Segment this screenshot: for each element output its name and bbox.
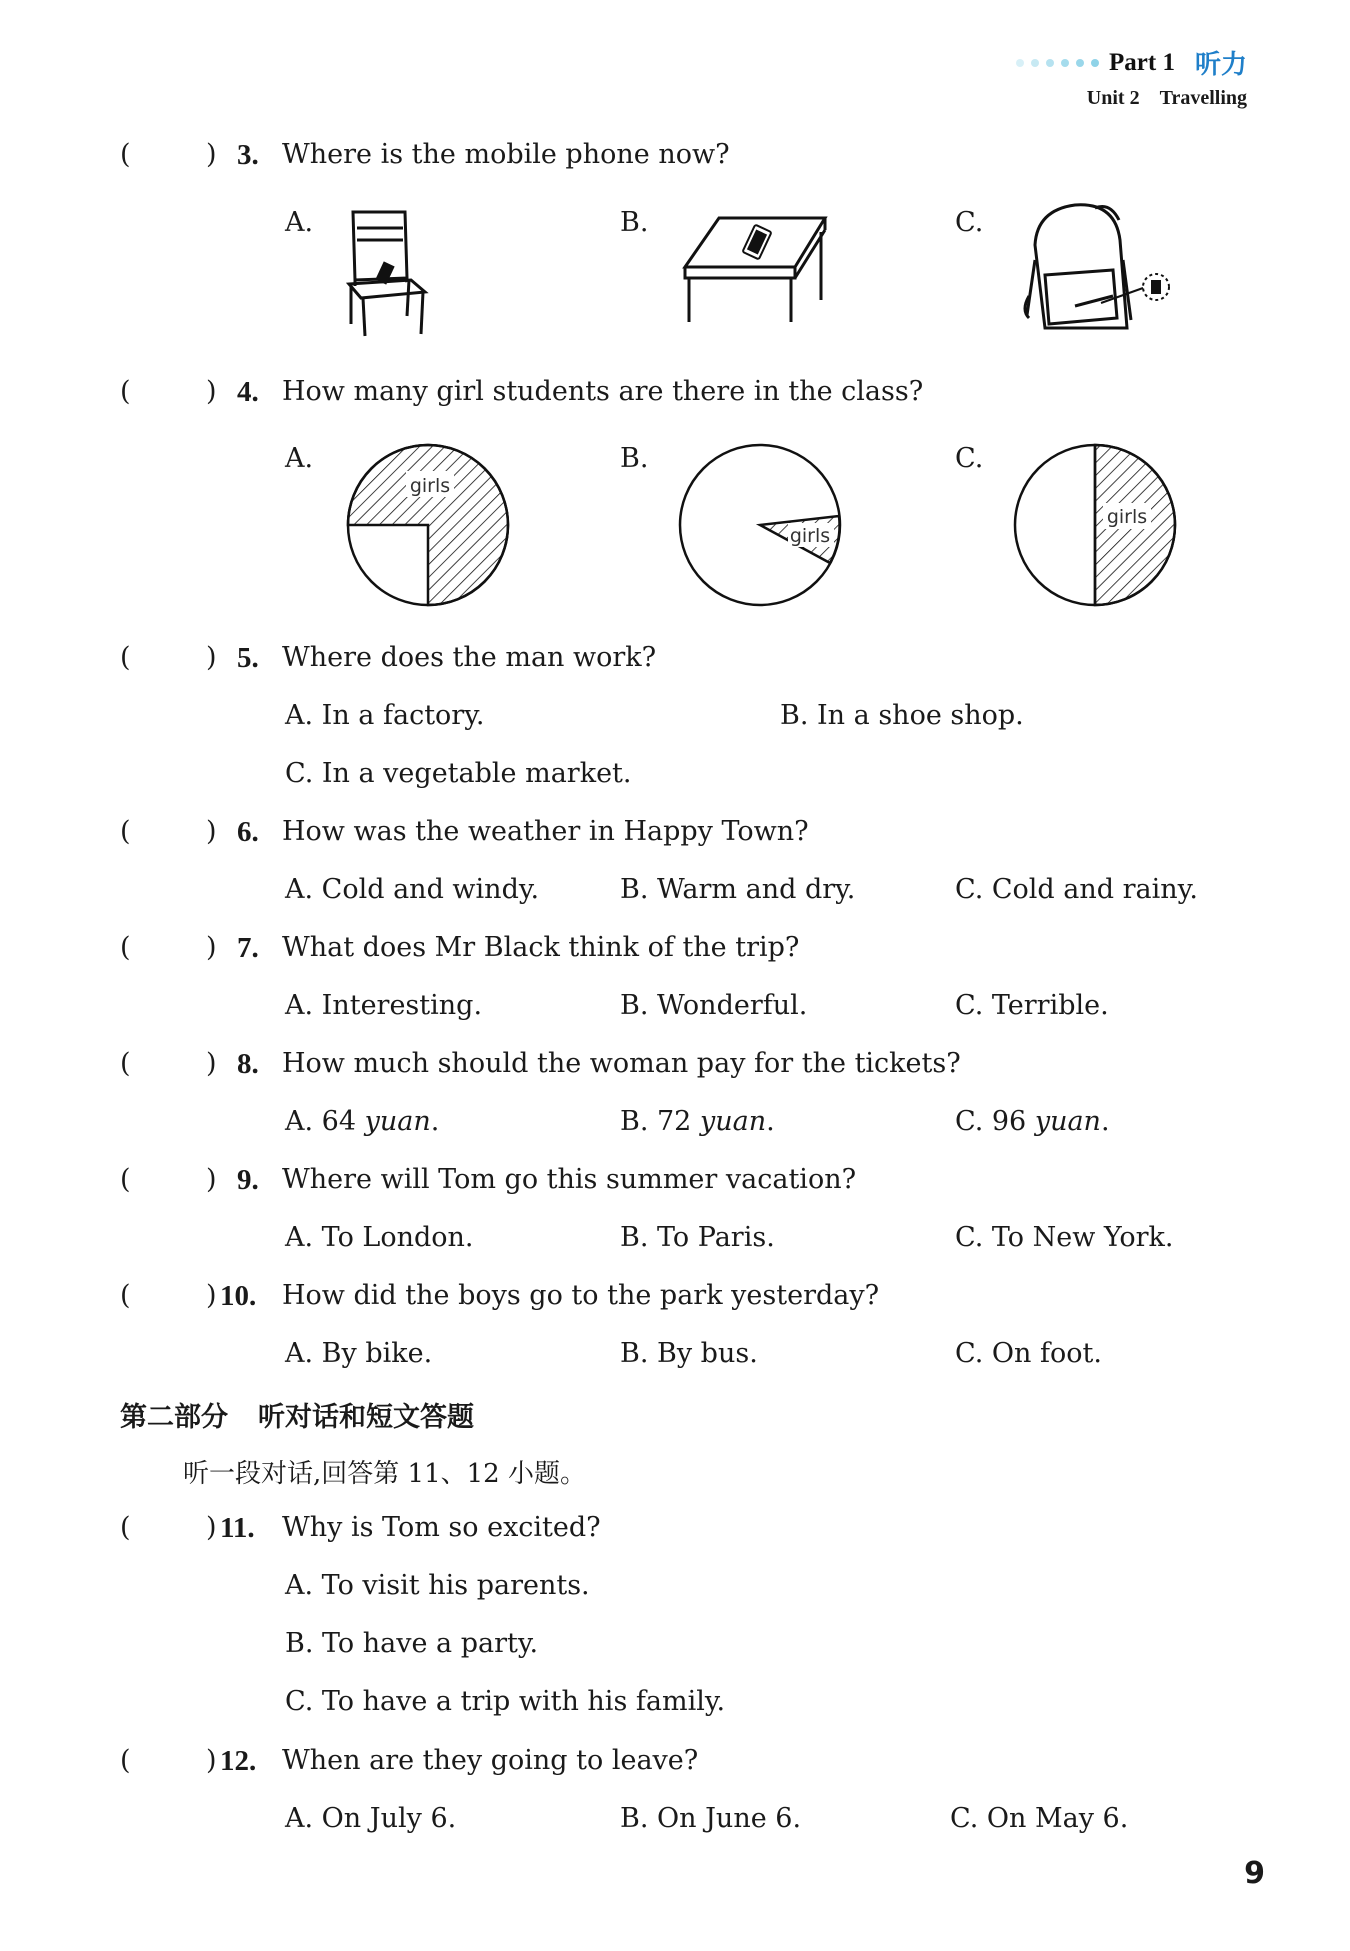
option-c: C. On May 6. [950,1803,1129,1834]
section-2-instruction: 听一段对话,回答第 11、12 小题。 [183,1459,586,1489]
question-text: What does Mr Black think of the trip? [282,932,800,963]
option-a: A. To London. [285,1222,474,1253]
answer-paren-close: ) [206,139,217,170]
question-number: 11. [220,1512,255,1544]
answer-paren-close: ) [206,1512,217,1543]
option-c: C. Terrible. [955,990,1109,1021]
answer-paren-open: ( [120,1512,131,1543]
section-2-number: 第二部分 [120,1402,228,1433]
option-a: A. By bike. [285,1338,433,1369]
answer-paren-open: ( [120,139,131,170]
question-number: 5. [237,642,259,674]
option-b: B. To have a party. [285,1628,539,1659]
answer-paren-close: ) [206,1280,217,1311]
question-number: 7. [237,932,259,964]
pie-chart-option-b [678,443,842,607]
option-c-label: C. [955,443,984,474]
unit-title: Travelling [1159,87,1247,109]
page-number: 9 [1244,1856,1265,1891]
option-c: C. To have a trip with his family. [285,1686,726,1717]
option-c-unit: yuan [1034,1106,1101,1137]
answer-paren-open: ( [120,1048,131,1079]
question-number: 6. [237,816,259,848]
option-b: B. By bus. [620,1338,758,1369]
answer-paren-open: ( [120,376,131,407]
option-a: A. Interesting. [285,990,483,1021]
answer-paren-open: ( [120,1164,131,1195]
option-a [285,1105,439,1139]
answer-paren-close: ) [206,1164,217,1195]
option-c: C. In a vegetable market. [285,758,632,789]
section-label: 听力 [1194,50,1247,80]
question-text: Why is Tom so excited? [282,1512,601,1543]
option-c-suffix: . [1100,1106,1110,1137]
option-b [620,1105,775,1139]
option-b: B. On June 6. [620,1803,802,1834]
answer-paren-open: ( [120,816,131,847]
question-number: 9. [237,1164,259,1196]
unit-label: Unit 2 [1086,87,1140,109]
option-c: C. Cold and rainy. [955,874,1198,905]
option-c: C. On foot. [955,1338,1102,1369]
option-a-label: A. [285,443,314,474]
question-number: 3. [237,139,259,171]
answer-paren-open: ( [120,1745,131,1776]
option-c [955,1105,1110,1139]
question-number: 4. [237,376,259,408]
pie-label-girls: girls [409,475,451,497]
option-b-unit: yuan [699,1106,767,1137]
option-b-prefix: B. 72 [620,1106,700,1137]
question-text: When are they going to leave? [282,1745,699,1776]
option-c-prefix: C. 96 [955,1106,1035,1137]
section-2-heading: 听对话和短文答题 [258,1402,474,1433]
option-b-suffix: . [766,1106,775,1137]
decorative-dots [1016,59,1099,67]
question-text: Where does the man work? [282,642,657,673]
option-a: A. Cold and windy. [285,874,540,905]
answer-paren-close: ) [206,376,217,407]
answer-paren-close: ) [206,932,217,963]
option-a: A. On July 6. [285,1803,457,1834]
answer-paren-close: ) [206,642,217,673]
option-c-label: C. [955,207,984,238]
answer-paren-open: ( [120,1280,131,1311]
question-text: How was the weather in Happy Town? [282,816,809,847]
option-a-prefix: A. 64 [285,1106,365,1137]
option-b: B. Warm and dry. [620,874,856,905]
option-b-label: B. [620,443,649,474]
section-2-title [120,1395,474,1434]
pie-label-girls: girls [1106,506,1148,528]
question-number: 12. [220,1745,257,1777]
pie-chart-option-a [346,443,510,607]
question-text: How much should the woman pay for the tickets? [282,1048,961,1079]
table-with-phone-image [683,212,833,327]
pie-label-girls: girls [789,525,831,547]
answer-paren-open: ( [120,932,131,963]
question-text: How many girl students are there in the class? [282,376,924,407]
option-b: B. In a shoe shop. [780,700,1024,731]
backpack-with-phone-image [1015,200,1175,335]
option-a: A. In a factory. [285,700,485,731]
answer-paren-close: ) [206,816,217,847]
option-b-label: B. [620,207,649,238]
pie-chart-option-c [1013,443,1177,607]
option-c: C. To New York. [955,1222,1174,1253]
option-b: B. Wonderful. [620,990,808,1021]
option-a-label: A. [285,207,314,238]
option-a: A. To visit his parents. [285,1570,590,1601]
question-text: Where is the mobile phone now? [282,139,730,170]
question-number: 10. [220,1280,257,1312]
option-a-unit: yuan [364,1106,431,1137]
part-label: Part 1 [1109,48,1175,76]
chair-with-phone-image [345,208,430,338]
page-header [1016,44,1247,110]
question-number: 8. [237,1048,259,1080]
question-text: How did the boys go to the park yesterday? [282,1280,880,1311]
answer-paren-close: ) [206,1745,217,1776]
question-text: Where will Tom go this summer vacation? [282,1164,857,1195]
answer-paren-close: ) [206,1048,217,1079]
option-a-suffix: . [430,1106,440,1137]
answer-paren-open: ( [120,642,131,673]
option-b: B. To Paris. [620,1222,775,1253]
